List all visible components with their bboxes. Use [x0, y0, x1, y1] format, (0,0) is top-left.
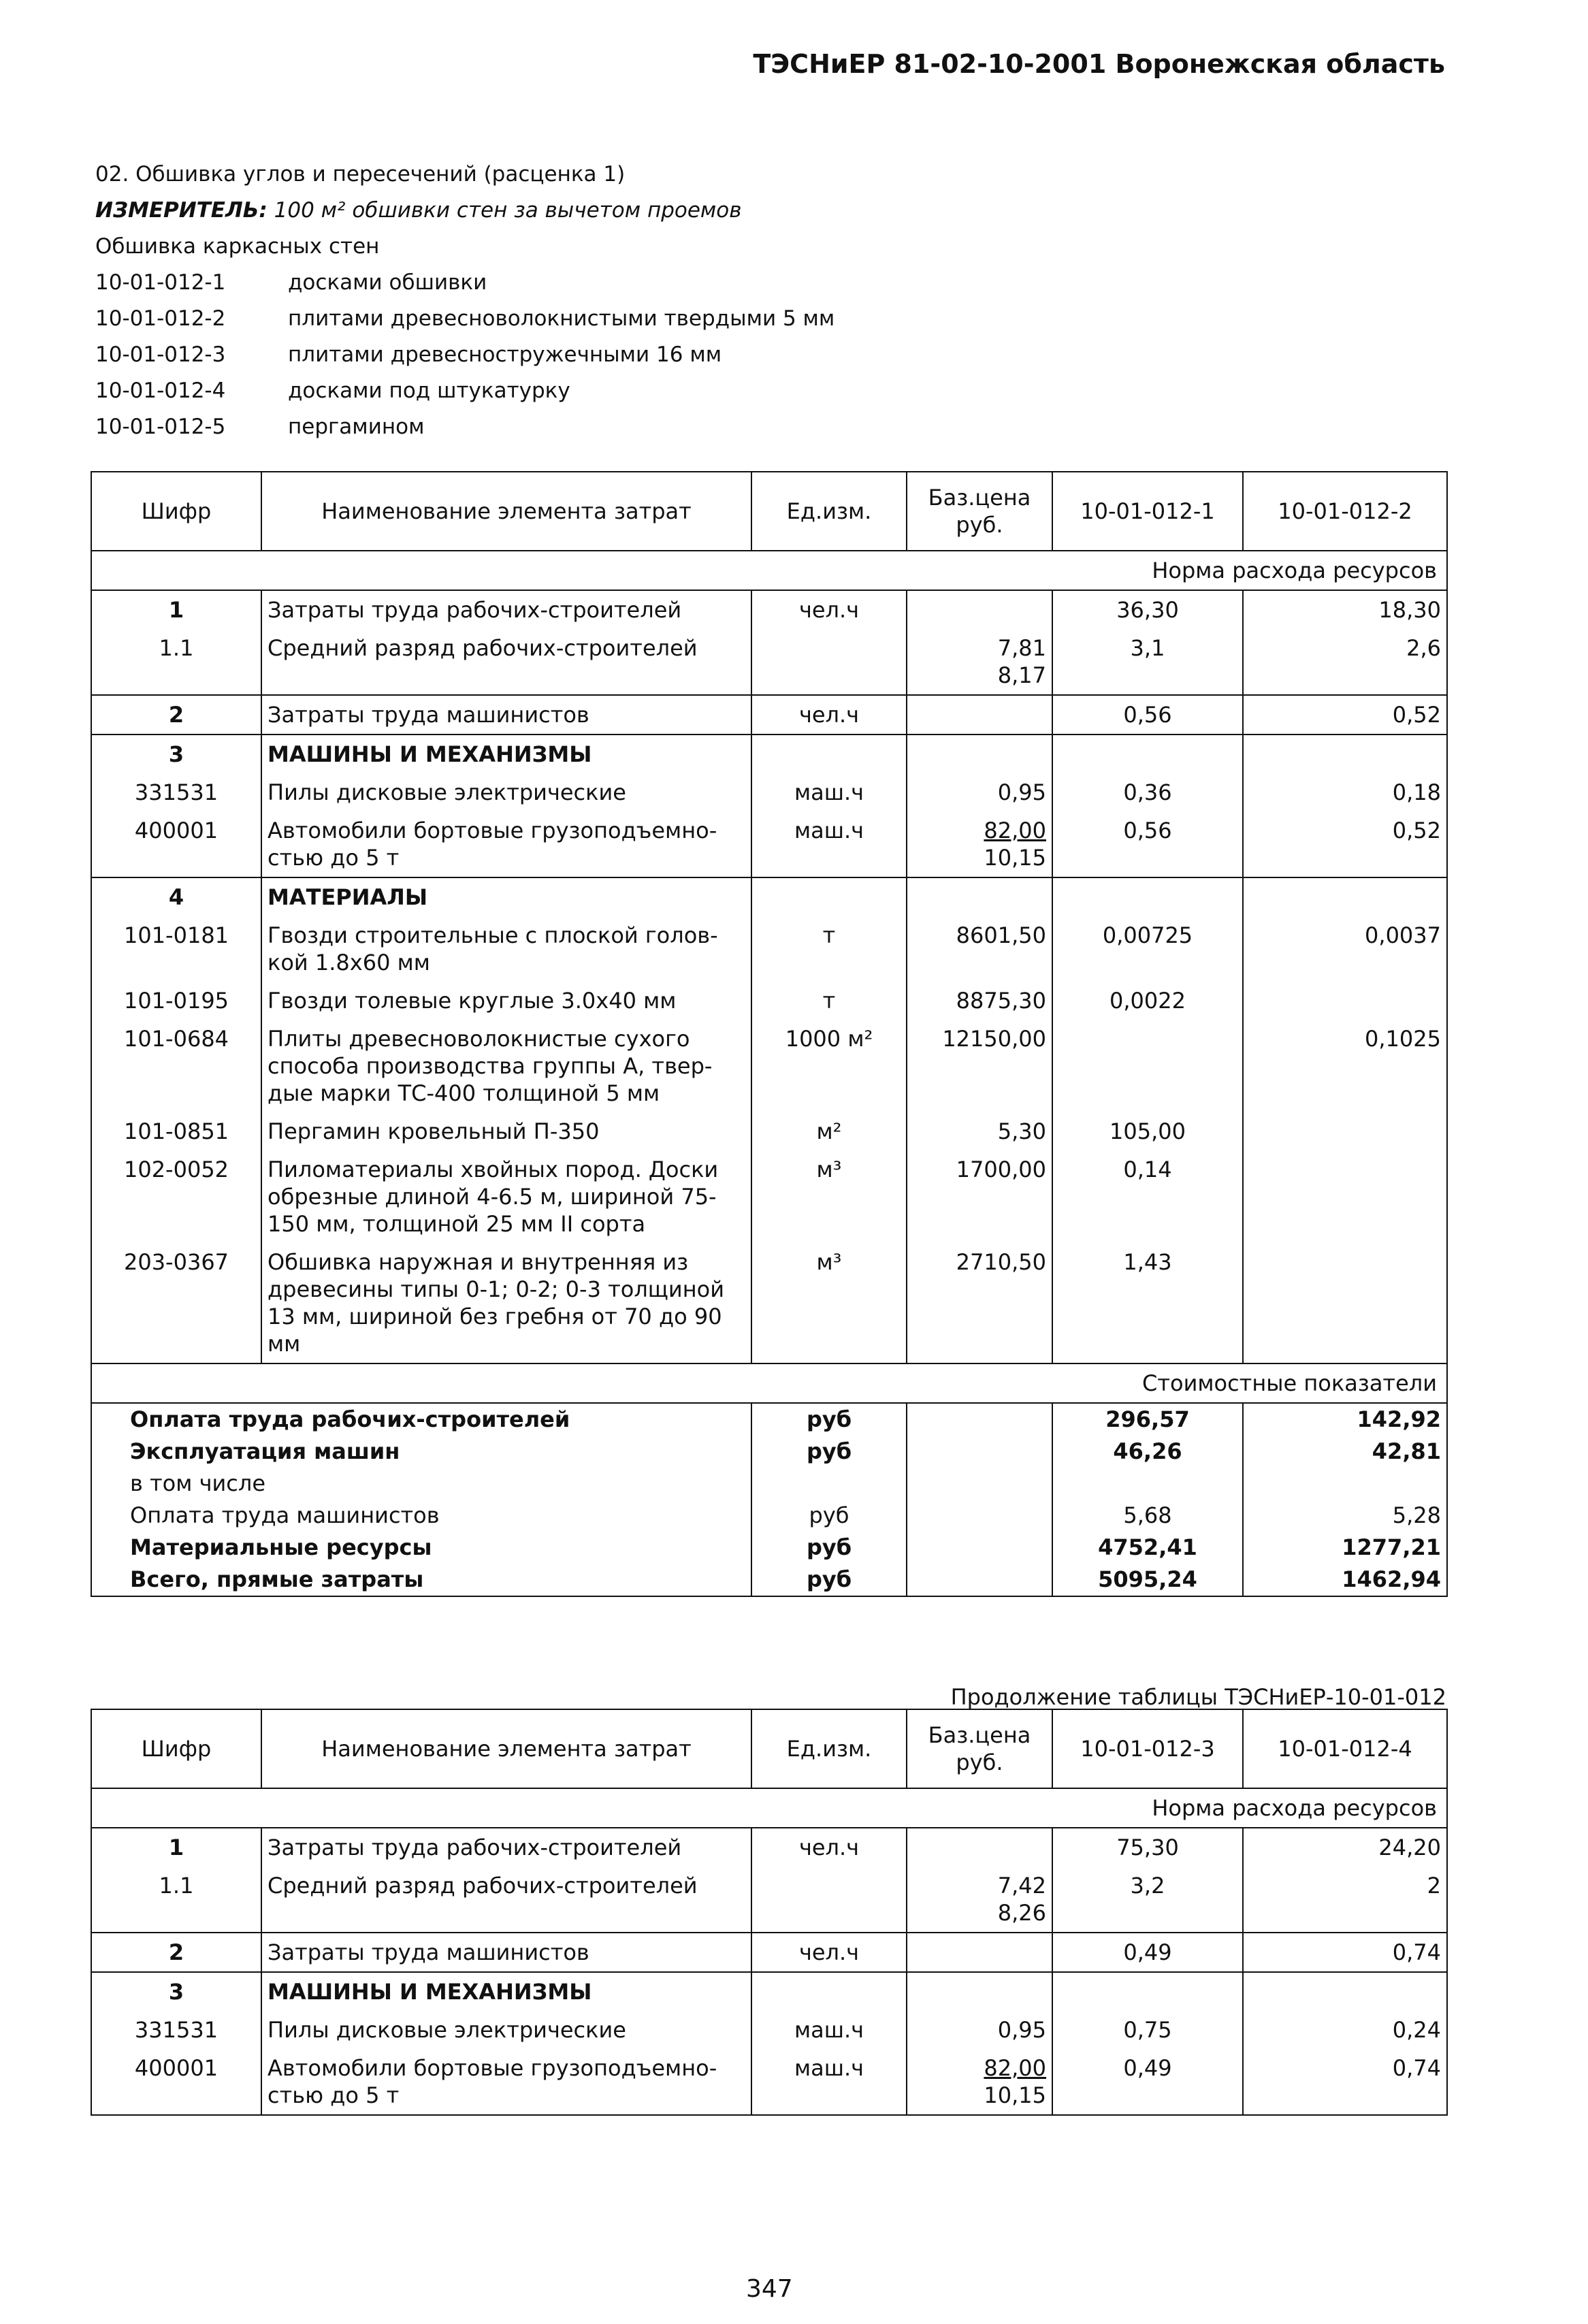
row-price: [907, 1828, 1052, 1867]
value: 0,36: [1123, 779, 1172, 805]
row-value-col2: 2: [1243, 1867, 1447, 1933]
table-row: [91, 811, 1447, 877]
norm-caption: Норма расхода ресурсов: [91, 1788, 1447, 1828]
row-code: 1.1: [91, 1867, 261, 1933]
row-name: Гвозди строительные с плоской голов- кой 1.8x60 мм: [261, 916, 751, 982]
cost-price: [907, 1500, 1052, 1532]
section-title: 02. Обшивка углов и пересечений (расценка 1): [95, 162, 626, 187]
column-header: 10-01-012-1: [1052, 472, 1243, 551]
row-code: 331531: [91, 2011, 261, 2049]
row-price: [907, 590, 1052, 629]
cost-value-col2: 1462,94: [1243, 1564, 1447, 1596]
value: 105,00: [1109, 1118, 1186, 1144]
code-list-item: [95, 409, 834, 445]
cost-label: Эксплуатация машин: [91, 1436, 751, 1468]
row-code: 2: [91, 1933, 261, 1972]
code-list-item: [95, 337, 834, 373]
resource-name: досками под штукатурку: [288, 378, 570, 403]
column-header: Баз.цена руб.: [907, 472, 1052, 551]
estimate-table-1: [91, 471, 1448, 1597]
row-unit: [751, 1972, 907, 2011]
cost-value-col2: 5,28: [1243, 1500, 1447, 1532]
column-header: Баз.цена руб.: [907, 1709, 1052, 1788]
cost-value-col2: [1243, 1468, 1447, 1500]
row-name: Плиты древесноволокнистые сухого способа производства группы А, твер- дые марки ТС-400 толщиной 5 мм: [261, 1020, 751, 1112]
table-row: [91, 1972, 1447, 2011]
price-value-secondary: 8,17: [997, 662, 1046, 688]
cost-value-col1: 296,57: [1052, 1403, 1243, 1436]
cost-price: [907, 1532, 1052, 1564]
row-code: 203-0367: [91, 1243, 261, 1363]
table-row: [91, 590, 1447, 629]
norm-caption: Норма расхода ресурсов: [91, 551, 1447, 590]
price-value: 7,81: [997, 635, 1046, 661]
value: 0,00725: [1102, 922, 1193, 948]
column-header: Шифр: [91, 472, 261, 551]
row-value-col2: [1243, 1112, 1447, 1150]
measure-line: [95, 193, 834, 229]
cost-value-col2: 142,92: [1243, 1403, 1447, 1436]
estimate-table-2: [91, 1709, 1448, 2116]
row-code: 331531: [91, 773, 261, 811]
code-list: [95, 265, 834, 445]
row-unit: [751, 629, 907, 695]
row-value-col1: [1052, 1243, 1243, 1363]
row-code: 1: [91, 1828, 261, 1867]
cost-value-col2: 1277,21: [1243, 1532, 1447, 1564]
cost-value-col2: 42,81: [1243, 1436, 1447, 1468]
row-name: Средний разряд рабочих-строителей: [261, 1867, 751, 1933]
table-row: [91, 1828, 1447, 1867]
value: 0,56: [1123, 702, 1172, 728]
resource-name: пергамином: [288, 415, 425, 439]
resource-name: плитами древесноволокнистыми твердыми 5 мм: [288, 306, 835, 331]
row-value-col1: [1052, 877, 1243, 916]
cost-price: [907, 1468, 1052, 1500]
row-code: 102-0052: [91, 1150, 261, 1243]
row-name: Пилы дисковые электрические: [261, 2011, 751, 2049]
table-row: [91, 695, 1447, 735]
row-price: [907, 1112, 1052, 1150]
value: 0,49: [1123, 1939, 1172, 1965]
row-unit: маш.ч: [751, 773, 907, 811]
price-value: 0,95: [997, 2017, 1046, 2043]
column-header: Наименование элемента затрат: [261, 1709, 751, 1788]
table-row: [91, 982, 1447, 1020]
row-value-col2: 2,6: [1243, 629, 1447, 695]
row-unit: [751, 877, 907, 916]
value: 0,14: [1123, 1157, 1172, 1182]
row-value-col1: [1052, 1867, 1243, 1933]
measure-text: 100 м² обшивки стен за вычетом проемов: [274, 198, 742, 223]
row-name: Пилы дисковые электрические: [261, 773, 751, 811]
cost-row: [91, 1500, 1447, 1532]
row-code: 3: [91, 735, 261, 773]
row-unit: 1000 м²: [751, 1020, 907, 1112]
table-row: [91, 2049, 1447, 2115]
row-value-col2: 24,20: [1243, 1828, 1447, 1867]
cost-price: [907, 1403, 1052, 1436]
row-code: 4: [91, 877, 261, 916]
row-price: [907, 1933, 1052, 1972]
cost-unit: руб: [751, 1403, 907, 1436]
row-code: 101-0195: [91, 982, 261, 1020]
row-value-col1: [1052, 1112, 1243, 1150]
row-value-col1: [1052, 1933, 1243, 1972]
row-value-col1: [1052, 1828, 1243, 1867]
row-code: 1.1: [91, 629, 261, 695]
value: 36,30: [1116, 597, 1179, 623]
row-code: 101-0851: [91, 1112, 261, 1150]
table-row: [91, 735, 1447, 773]
resource-code: 10-01-012-2: [95, 306, 226, 331]
price-value: 8875,30: [956, 988, 1046, 1014]
row-value-col2: 0,0037: [1243, 916, 1447, 982]
row-unit: чел.ч: [751, 695, 907, 735]
document-header: ТЭСНиЕР 81-02-10-2001 Воронежская область: [753, 49, 1445, 79]
table-header-row: [91, 472, 1447, 551]
measure-label: ИЗМЕРИТЕЛЬ:: [95, 198, 268, 223]
row-unit: чел.ч: [751, 1828, 907, 1867]
price-value: 1700,00: [956, 1157, 1046, 1182]
cost-unit: [751, 1468, 907, 1500]
row-value-col1: [1052, 695, 1243, 735]
price-value: 82,00: [984, 2055, 1046, 2081]
row-name: Затраты труда рабочих-строителей: [261, 1828, 751, 1867]
price-value: 7,42: [997, 1873, 1046, 1899]
row-value-col1: [1052, 735, 1243, 773]
table-row: [91, 1112, 1447, 1150]
row-name: Затраты труда машинистов: [261, 695, 751, 735]
column-header: Шифр: [91, 1709, 261, 1788]
row-value-col1: [1052, 982, 1243, 1020]
row-unit: чел.ч: [751, 590, 907, 629]
row-unit: м²: [751, 1112, 907, 1150]
cost-value-col1: [1052, 1468, 1243, 1500]
table-row: [91, 1020, 1447, 1112]
intro-block: [95, 157, 834, 445]
code-list-item: [95, 301, 834, 337]
value: 0,0022: [1109, 988, 1186, 1014]
column-header: 10-01-012-4: [1243, 1709, 1447, 1788]
column-header: 10-01-012-3: [1052, 1709, 1243, 1788]
row-value-col2: [1243, 877, 1447, 916]
row-unit: м³: [751, 1243, 907, 1363]
cost-row: [91, 1468, 1447, 1500]
row-unit: маш.ч: [751, 2049, 907, 2115]
cost-unit: руб: [751, 1500, 907, 1532]
cost-row: [91, 1436, 1447, 1468]
table-row: [91, 629, 1447, 695]
value-secondary: 3,1: [1130, 635, 1165, 661]
price-value-secondary: 8,26: [997, 1900, 1046, 1926]
row-value-col1: [1052, 1150, 1243, 1243]
cost-value-col1: 46,26: [1052, 1436, 1243, 1468]
resource-code: 10-01-012-3: [95, 342, 226, 367]
cost-value-col1: 4752,41: [1052, 1532, 1243, 1564]
row-value-col2: [1243, 1243, 1447, 1363]
row-price: [907, 773, 1052, 811]
row-price: [907, 1020, 1052, 1112]
resource-name: досками обшивки: [288, 270, 487, 295]
cost-label: в том числе: [91, 1468, 751, 1500]
cost-label: Оплата труда рабочих-строителей: [91, 1403, 751, 1436]
group-title: Обшивка каркасных стен: [95, 234, 380, 259]
norm-caption-row: [91, 551, 1447, 590]
row-name: Средний разряд рабочих-строителей: [261, 629, 751, 695]
row-name: МАШИНЫ И МЕХАНИЗМЫ: [261, 1972, 751, 2011]
row-value-col1: [1052, 811, 1243, 877]
cost-unit: руб: [751, 1564, 907, 1596]
row-code: 3: [91, 1972, 261, 2011]
table-row: [91, 916, 1447, 982]
row-value-col1: [1052, 773, 1243, 811]
cost-label: Оплата труда машинистов: [91, 1500, 751, 1532]
row-value-col2: 0,52: [1243, 811, 1447, 877]
table-row: [91, 877, 1447, 916]
table-row: [91, 1867, 1447, 1933]
value: 1,43: [1123, 1249, 1172, 1275]
column-header: Ед.изм.: [751, 472, 907, 551]
price-value: 8601,50: [956, 922, 1046, 948]
row-name: Пергамин кровельный П-350: [261, 1112, 751, 1150]
norm-caption-row: [91, 1788, 1447, 1828]
value: 75,30: [1116, 1835, 1179, 1860]
row-value-col1: [1052, 916, 1243, 982]
price-value: 0,95: [997, 779, 1046, 805]
table-row: [91, 1243, 1447, 1363]
row-price: [907, 811, 1052, 877]
row-value-col2: 0,24: [1243, 2011, 1447, 2049]
row-unit: т: [751, 982, 907, 1020]
row-name: Обшивка наружная и внутренняя из древесины типы 0-1; 0-2; 0-3 толщиной 13 мм, шириной без гребня от 70 до 90 мм: [261, 1243, 751, 1363]
row-value-col1: [1052, 629, 1243, 695]
row-unit: маш.ч: [751, 2011, 907, 2049]
price-value: 82,00: [984, 818, 1046, 843]
table-row: [91, 773, 1447, 811]
table-row: [91, 1150, 1447, 1243]
price-value: 5,30: [997, 1118, 1046, 1144]
row-value-col2: 0,52: [1243, 695, 1447, 735]
row-code: 101-0684: [91, 1020, 261, 1112]
cost-value-col1: 5,68: [1052, 1500, 1243, 1532]
row-name: МАШИНЫ И МЕХАНИЗМЫ: [261, 735, 751, 773]
value: 0,49: [1123, 2055, 1172, 2081]
cost-caption: Стоимостные показатели: [91, 1363, 1447, 1403]
row-price: [907, 1243, 1052, 1363]
row-value-col1: [1052, 1972, 1243, 2011]
row-name: Автомобили бортовые грузоподъемно- стью до 5 т: [261, 2049, 751, 2115]
resource-name: плитами древесностружечными 16 мм: [288, 342, 722, 367]
row-value-col2: [1243, 735, 1447, 773]
row-name: Автомобили бортовые грузоподъемно- стью до 5 т: [261, 811, 751, 877]
row-unit: маш.ч: [751, 811, 907, 877]
row-price: [907, 735, 1052, 773]
value-secondary: 3,2: [1130, 1873, 1165, 1899]
column-header: 10-01-012-2: [1243, 472, 1447, 551]
row-code: 2: [91, 695, 261, 735]
row-value-col1: [1052, 2011, 1243, 2049]
row-price: [907, 2011, 1052, 2049]
row-value-col1: [1052, 590, 1243, 629]
cost-price: [907, 1564, 1052, 1596]
row-value-col2: 0,74: [1243, 2049, 1447, 2115]
table-row: [91, 2011, 1447, 2049]
row-value-col2: [1243, 1150, 1447, 1243]
row-name: МАТЕРИАЛЫ: [261, 877, 751, 916]
value: 0,75: [1123, 2017, 1172, 2043]
row-value-col1: [1052, 1020, 1243, 1112]
row-code: 101-0181: [91, 916, 261, 982]
resource-code: 10-01-012-5: [95, 415, 226, 439]
row-name: Гвозди толевые круглые 3.0x40 мм: [261, 982, 751, 1020]
row-price: [907, 695, 1052, 735]
row-price: [907, 1972, 1052, 2011]
value: 0,56: [1123, 818, 1172, 843]
price-value: 2710,50: [956, 1249, 1046, 1275]
resource-code: 10-01-012-4: [95, 378, 226, 403]
row-code: 1: [91, 590, 261, 629]
row-price: [907, 877, 1052, 916]
row-value-col2: 0,18: [1243, 773, 1447, 811]
row-price: [907, 2049, 1052, 2115]
column-header: Ед.изм.: [751, 1709, 907, 1788]
row-unit: т: [751, 916, 907, 982]
row-code: 400001: [91, 811, 261, 877]
cost-label: Материальные ресурсы: [91, 1532, 751, 1564]
code-list-item: [95, 265, 834, 301]
code-list-item: [95, 373, 834, 409]
row-name: Пиломатериалы хвойных пород. Доски обрезные длиной 4-6.5 м, шириной 75- 150 мм, толщиной 25 мм II сорта: [261, 1150, 751, 1243]
cost-price: [907, 1436, 1052, 1468]
resource-code: 10-01-012-1: [95, 270, 226, 295]
table-row: [91, 1933, 1447, 1972]
page-number: 347: [746, 2275, 793, 2303]
row-code: 400001: [91, 2049, 261, 2115]
cost-label: Всего, прямые затраты: [91, 1564, 751, 1596]
cost-row: [91, 1564, 1447, 1596]
row-price: [907, 1150, 1052, 1243]
price-value: 12150,00: [942, 1026, 1046, 1052]
row-unit: [751, 735, 907, 773]
row-price: [907, 1867, 1052, 1933]
row-price: [907, 629, 1052, 695]
row-name: Затраты труда рабочих-строителей: [261, 590, 751, 629]
row-value-col2: [1243, 1972, 1447, 2011]
row-unit: м³: [751, 1150, 907, 1243]
cost-row: [91, 1403, 1447, 1436]
row-unit: чел.ч: [751, 1933, 907, 1972]
row-value-col2: 18,30: [1243, 590, 1447, 629]
cost-caption-row: [91, 1363, 1447, 1403]
column-header: Наименование элемента затрат: [261, 472, 751, 551]
row-name: Затраты труда машинистов: [261, 1933, 751, 1972]
row-value-col1: [1052, 2049, 1243, 2115]
price-value-secondary: 10,15: [984, 2082, 1046, 2108]
cost-row: [91, 1532, 1447, 1564]
price-value-secondary: 10,15: [984, 845, 1046, 871]
row-price: [907, 916, 1052, 982]
table-header-row: [91, 1709, 1447, 1788]
row-value-col2: [1243, 982, 1447, 1020]
row-value-col2: 0,1025: [1243, 1020, 1447, 1112]
cost-unit: руб: [751, 1436, 907, 1468]
continuation-label: Продолжение таблицы ТЭСНиЕР-10-01-012: [950, 1684, 1446, 1710]
row-unit: [751, 1867, 907, 1933]
cost-value-col1: 5095,24: [1052, 1564, 1243, 1596]
row-price: [907, 982, 1052, 1020]
row-value-col2: 0,74: [1243, 1933, 1447, 1972]
cost-unit: руб: [751, 1532, 907, 1564]
